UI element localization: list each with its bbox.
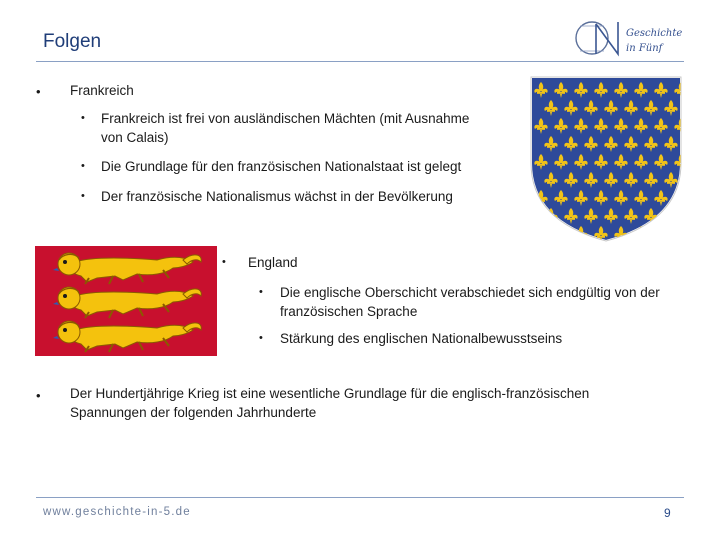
bullet-dot: • [36,388,41,403]
war-point-line-2: Spannungen der folgenden Jahrhunderte [70,405,317,420]
fleur-de-lis-icon [684,172,685,188]
bullet-dot: • [36,84,41,99]
fleur-de-lis-icon [534,226,547,242]
footer-url: www.geschichte-in-5.de [43,506,191,518]
france-heading: Frankreich [70,83,134,98]
fleur-de-lis-icon [684,100,685,116]
france-point-1: Frankreich ist frei von ausländischen Mächten (mit Ausnahme [101,111,470,126]
france-point-2: Die Grundlage für den französischen Nationalstaat ist gelegt [101,159,462,174]
fleur-de-lis-icon [684,136,685,152]
fleur-de-lis-icon [684,208,685,224]
fleur-de-lis-icon [554,226,567,242]
fleur-de-lis-icon [674,226,685,242]
england-three-lions-banner-image [35,246,217,361]
footer-divider [36,497,684,498]
logo-mark-icon [566,18,686,62]
bullet-dot: • [81,112,85,124]
france-point-1-cont: von Calais) [101,130,169,145]
england-heading: England [248,255,298,270]
svg-text:Geschichte: Geschichte [626,28,683,39]
bullet-dot: • [259,286,263,298]
england-point-1-cont: französischen Sprache [280,304,418,319]
fleur-de-lis-icon [664,208,677,224]
france-coat-of-arms-image [527,73,685,250]
england-point-2: Stärkung des englischen Nationalbewusstseins [280,331,563,346]
bullet-dot: • [81,160,85,172]
war-point-line-1: Der Hundertjährige Krieg ist eine wesentliche Grundlage für die englisch-französischen [70,386,590,401]
france-point-3: Der französische Nationalismus wächst in der Bevölkerung [101,189,453,204]
slide-title: Folgen [43,31,102,52]
bullet-dot: • [259,332,263,344]
england-point-1: Die englische Oberschicht verabschiedet sich endgültig von der [280,285,660,300]
bullet-dot: • [222,256,226,268]
fleur-de-lis-icon [654,226,667,242]
svg-text:in Fünf: in Fünf [626,43,663,54]
page-number: 9 [664,506,671,520]
geschichte-logo [566,18,686,62]
bullet-dot: • [81,190,85,202]
